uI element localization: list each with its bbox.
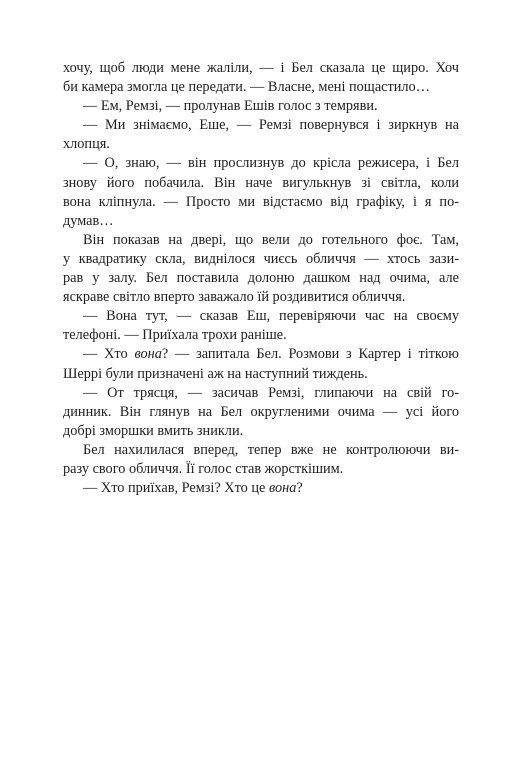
text-line xyxy=(63,307,459,326)
text-run: — От трясця, — засичав Ремзі, глипаючи на свій го- xyxy=(83,384,459,401)
text-run: динник. Він глянув на Бел округленими очима — усі його xyxy=(63,403,459,420)
text-line xyxy=(63,479,459,498)
text-line xyxy=(63,59,459,78)
text-run: думав… xyxy=(63,212,114,229)
text-line xyxy=(63,135,459,154)
text-run: би камера змогла це передати. — Власне, мені пощастило… xyxy=(63,79,430,96)
text-run: вона кліпнула. — Просто ми відстаємо від графіку, і я по- xyxy=(63,193,459,210)
text-line xyxy=(63,212,459,231)
text-line xyxy=(63,116,459,135)
text-run: хлопця. xyxy=(63,136,110,153)
italic-emphasis: вона xyxy=(268,480,297,497)
text-run: Він показав на двері, що вели до готельного фоє. Там, xyxy=(83,231,459,248)
text-line xyxy=(63,288,459,307)
text-run: — Хто приїхав, Ремзі? Хто це xyxy=(83,480,269,497)
text-run: рав у залу. Бел поставила долоню дашком над очима, але xyxy=(63,270,459,287)
text-line xyxy=(63,250,459,269)
text-line xyxy=(63,384,459,403)
text-line xyxy=(63,78,459,97)
italic-emphasis: вона xyxy=(134,346,162,363)
text-line xyxy=(63,97,459,116)
text-line xyxy=(63,345,459,364)
text-run: — О, знаю, — він прослизнув до крісла режисера, і Бел xyxy=(83,155,459,172)
text-run: — Вона тут, — сказав Еш, перевіряючи час на своєму xyxy=(83,308,459,325)
text-run: — Хто xyxy=(83,346,135,363)
text-line xyxy=(63,231,459,250)
text-line xyxy=(63,174,459,193)
text-run: хочу, щоб люди мене жаліли, — і Бел сказала це щиро. Хоч xyxy=(63,60,459,76)
text-run: добрі зморшки вмить зникли. xyxy=(63,422,244,439)
text-run: — Ем, Ремзі, — пролунав Ешів голос з темряви. xyxy=(83,98,378,115)
text-line xyxy=(63,193,459,212)
text-run: разу свого обличчя. Її голос став жорсткішим. xyxy=(63,460,344,477)
text-run: у квадратику скла, виднілося чиєсь обличчя — хтось зази- xyxy=(63,250,459,267)
text-run: Шеррі були призначені аж на наступний тиждень. xyxy=(63,365,368,382)
text-run: знову його побачила. Він наче вигулькнув зі світла, коли xyxy=(63,174,459,191)
text-line xyxy=(63,154,459,173)
text-line xyxy=(63,403,459,422)
text-run: ? xyxy=(296,480,303,497)
text-line xyxy=(63,326,459,345)
body-text xyxy=(63,59,459,498)
text-run: ? — запитала Бел. Розмови з Картер і тіткою xyxy=(161,346,459,363)
text-run: яскраве світло вперто заважало їй роздивитися обличчя. xyxy=(63,289,406,306)
text-line xyxy=(63,441,459,460)
text-line xyxy=(63,460,459,479)
text-line xyxy=(63,269,459,288)
text-line xyxy=(63,422,459,441)
text-line xyxy=(63,365,459,384)
text-run: — Ми знімаємо, Еше, — Ремзі повернувся і зиркнув на xyxy=(83,117,459,134)
text-run: телефоні. — Приїхала трохи раніше. xyxy=(63,327,287,344)
text-run: Бел нахилилася вперед, тепер вже не контролюючи ви- xyxy=(83,441,459,458)
